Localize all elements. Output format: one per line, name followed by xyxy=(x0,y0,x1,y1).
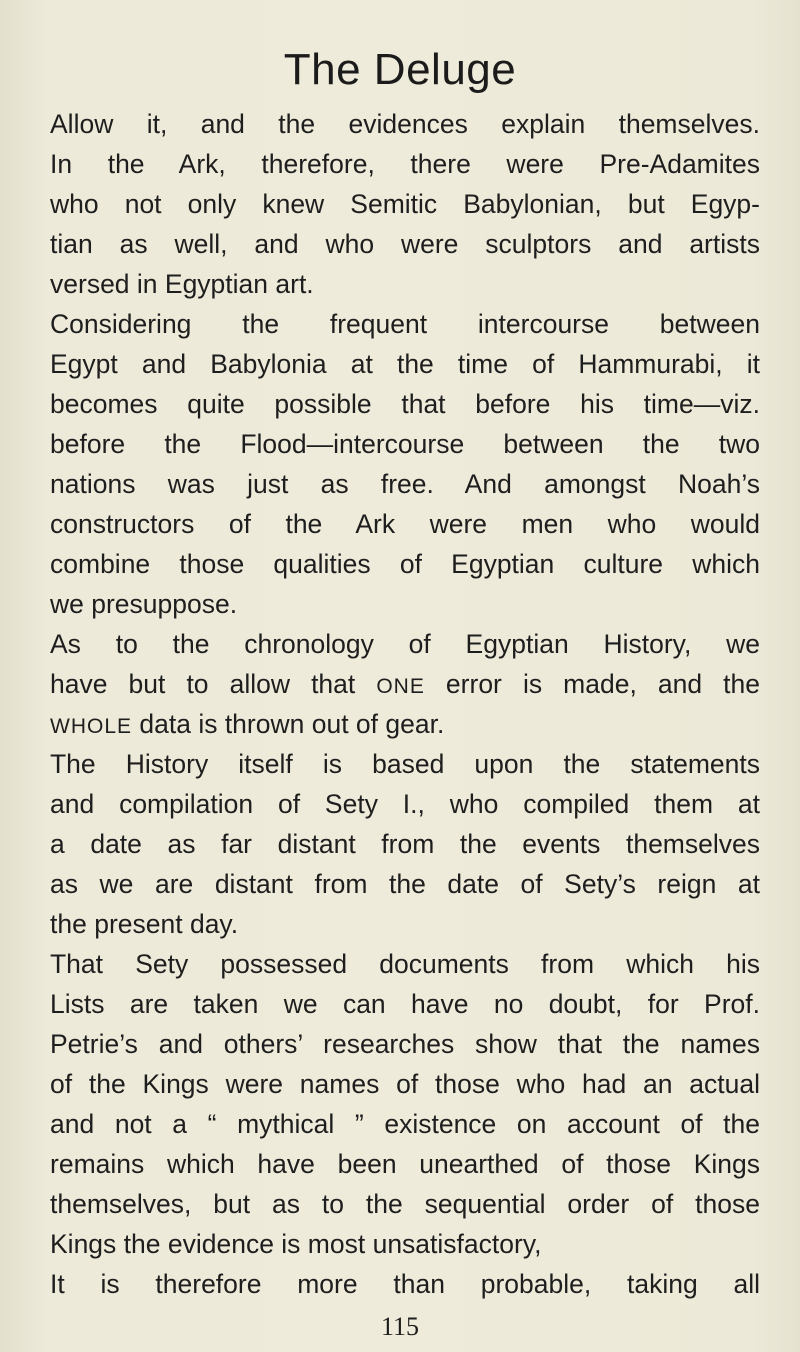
text-line: That Sety possessed documents from which his xyxy=(50,949,760,979)
text-line: the present day. xyxy=(50,909,239,939)
text-run: error is made, and the xyxy=(424,669,760,699)
text-line: tian as well, and who were sculptors and artists xyxy=(50,229,760,259)
text-line: before the Flood—intercourse between the two xyxy=(50,429,760,459)
text-line: The History itself is based upon the statements xyxy=(50,749,760,779)
text-run: data is thrown out of gear. xyxy=(132,709,445,739)
text-line xyxy=(50,707,760,744)
text-line: Lists are taken we can have no doubt, for Prof. xyxy=(50,989,760,1019)
text-line: Allow it, and the evidences explain themselves. xyxy=(50,109,760,139)
text-line: a date as far distant from the events themselves xyxy=(50,829,760,859)
text-line: Petrie’s and others’ researches show that the names xyxy=(50,1029,760,1059)
text-line: themselves, but as to the sequential order of those xyxy=(50,1189,760,1219)
text-line: remains which have been unearthed of those Kings xyxy=(50,1149,760,1179)
text-run: have but to allow that xyxy=(50,669,377,699)
text-line: and compilation of Sety I., who compiled them at xyxy=(50,789,760,819)
text-line: becomes quite possible that before his time—viz. xyxy=(50,389,760,419)
text-line: combine those qualities of Egyptian culture which xyxy=(50,549,760,579)
text-line xyxy=(50,667,760,704)
text-line: nations was just as free. And amongst Noah’s xyxy=(50,469,760,499)
running-head: The Deluge xyxy=(283,45,517,94)
small-caps-word: ONE xyxy=(376,675,425,698)
text-line: Considering the frequent intercourse between xyxy=(50,309,760,339)
text-line: we presuppose. xyxy=(50,589,238,619)
text-line: who not only knew Semitic Babylonian, but Egyp- xyxy=(50,189,760,219)
text-line: Egypt and Babylonia at the time of Hammurabi, it xyxy=(50,349,760,379)
page-number: 115 xyxy=(380,1312,420,1341)
text-line: and not a “ mythical ” existence on account of the xyxy=(50,1109,760,1139)
text-line: versed in Egyptian art. xyxy=(50,269,314,299)
small-caps-word: WHOLE xyxy=(50,715,133,738)
text-line: as we are distant from the date of Sety’s reign at xyxy=(50,869,760,899)
text-line: Kings the evidence is most unsatisfactory, xyxy=(50,1229,542,1259)
text-line: constructors of the Ark were men who would xyxy=(50,509,760,539)
text-line: of the Kings were names of those who had an actual xyxy=(50,1069,760,1099)
text-line: It is therefore more than probable, taking all xyxy=(50,1269,760,1299)
text-line: In the Ark, therefore, there were Pre-Adamites xyxy=(50,149,760,179)
text-line: As to the chronology of Egyptian History, we xyxy=(50,629,760,659)
